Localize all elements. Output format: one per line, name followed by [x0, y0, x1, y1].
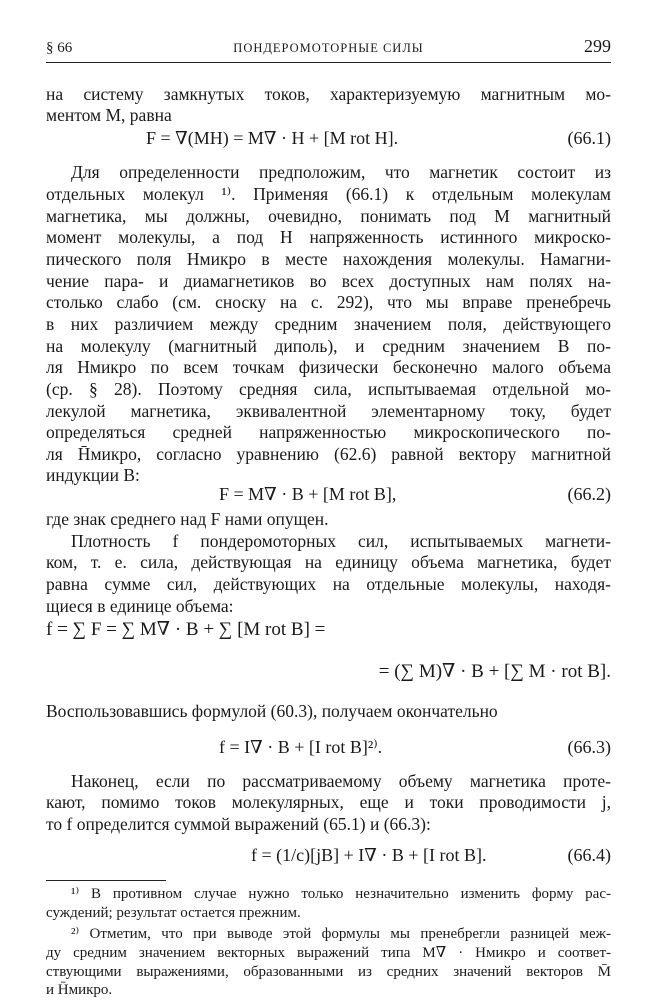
- equation-number: (66.1): [567, 128, 611, 148]
- text-line: равна сумме сил, действующих на отдельные молекулы, находя-: [46, 574, 611, 594]
- text-line: то f определится суммой выражений (65.1) и (66.3):: [46, 814, 431, 834]
- equation-number: (66.2): [567, 484, 611, 504]
- running-title: ПОНДЕРОМОТОРНЫЕ СИЛЫ: [233, 41, 424, 55]
- text-line: лекулой магнетика, эквивалентной элементарному току, будет: [46, 401, 611, 421]
- equation-body: f = (1/c)[jB] + I∇ · B + [I rot B].: [251, 845, 487, 865]
- equation-body: F = M∇ · B + [M rot B],: [219, 484, 397, 504]
- text-line: пического поля Hмикро в месте нахождения молекулы. Намагни-: [46, 249, 611, 269]
- text-line: на систему замкнутых токов, характеризуемую магнитным мо-: [46, 84, 611, 104]
- text-line: ля Hмикро по всем точкам физически бесконечно малого объема: [46, 357, 611, 377]
- text-line: Плотность f пондеромоторных сил, испытываемых магнети-: [71, 531, 611, 551]
- footnote-line: ¹⁾ В противном случае нужно только незначительно изменить форму рас-: [71, 886, 611, 902]
- text-line: ля H̄микро, согласно уравнению (62.6) равной вектору магнитной: [46, 444, 611, 464]
- text-line: индукции B:: [46, 465, 140, 485]
- text-line: определяться средней напряженностью микроскопического по-: [46, 422, 611, 442]
- text-line: чение пара- и диамагнетиков во всех доступных нам полях на-: [46, 271, 611, 291]
- page-number: 299: [584, 36, 611, 56]
- equation-number: (66.4): [567, 845, 611, 865]
- text-line: кают, помимо токов молекулярных, еще и токи проводимости j,: [46, 792, 611, 812]
- footnote-line: ду средним значением векторных выражений типа M∇ · Hмикро и соответ-: [46, 945, 611, 961]
- text-line: Для определенности предположим, что магнетик состоит из: [71, 162, 611, 182]
- equation-body: f = I∇ · B + [I rot B]²⁾.: [219, 737, 383, 757]
- section-number: § 66: [46, 40, 73, 56]
- header-rule: [46, 62, 611, 63]
- equation-body: F = ∇(MH) = M∇ · H + [M rot H].: [146, 128, 399, 148]
- text-line: магнетика, мы должны, очевидно, понимать под M магнитный: [46, 206, 611, 226]
- footnote-rule: [46, 880, 166, 881]
- text-line: Наконец, если по рассматриваемому объему магнетика проте-: [71, 771, 611, 791]
- equation-body: f = ∑ F = ∑ M∇ · B + ∑ [M rot B] =: [46, 619, 326, 640]
- equation-number: (66.3): [567, 737, 611, 757]
- text-line: момент молекулы, а под H напряженность истинного микроско-: [46, 227, 611, 247]
- running-header: [46, 36, 611, 58]
- text-line: в них различием между средним значением поля, действующего: [46, 314, 611, 334]
- text-line: где знак среднего над F нами опущен.: [46, 509, 329, 529]
- text-line: отдельных молекул ¹⁾. Применяя (66.1) к отдельным молекулам: [46, 184, 611, 204]
- text-line: Воспользовавшись формулой (60.3), получаем окончательно: [46, 701, 498, 721]
- footnote-line: и H̄микро.: [46, 982, 113, 998]
- text-line: (ср. § 28). Поэтому средняя сила, испытываемая отдельной мо-: [46, 379, 611, 399]
- text-line: на молекулу (магнитный диполь), и средним значением B по-: [46, 336, 611, 356]
- footnote-line: ствующими выражениями, образованными из средних значений векторов M̄: [46, 964, 611, 980]
- equation-body: = (∑ M)∇ · B + [∑ M · rot B].: [378, 661, 611, 682]
- text-line: ментом M, равна: [46, 105, 172, 125]
- footnote-line: ²⁾ Отметим, что при выводе этой формулы мы пренебрегли разницей меж-: [71, 926, 611, 942]
- text-line: ком, т. е. сила, действующая на единицу объема магнетика, будет: [46, 552, 611, 572]
- text-line: щиеся в единице объема:: [46, 596, 234, 616]
- text-line: столько слабо (см. сноску на с. 292), что мы вправе пренебречь: [46, 292, 611, 312]
- footnote-line: суждений; результат остается прежним.: [46, 905, 301, 921]
